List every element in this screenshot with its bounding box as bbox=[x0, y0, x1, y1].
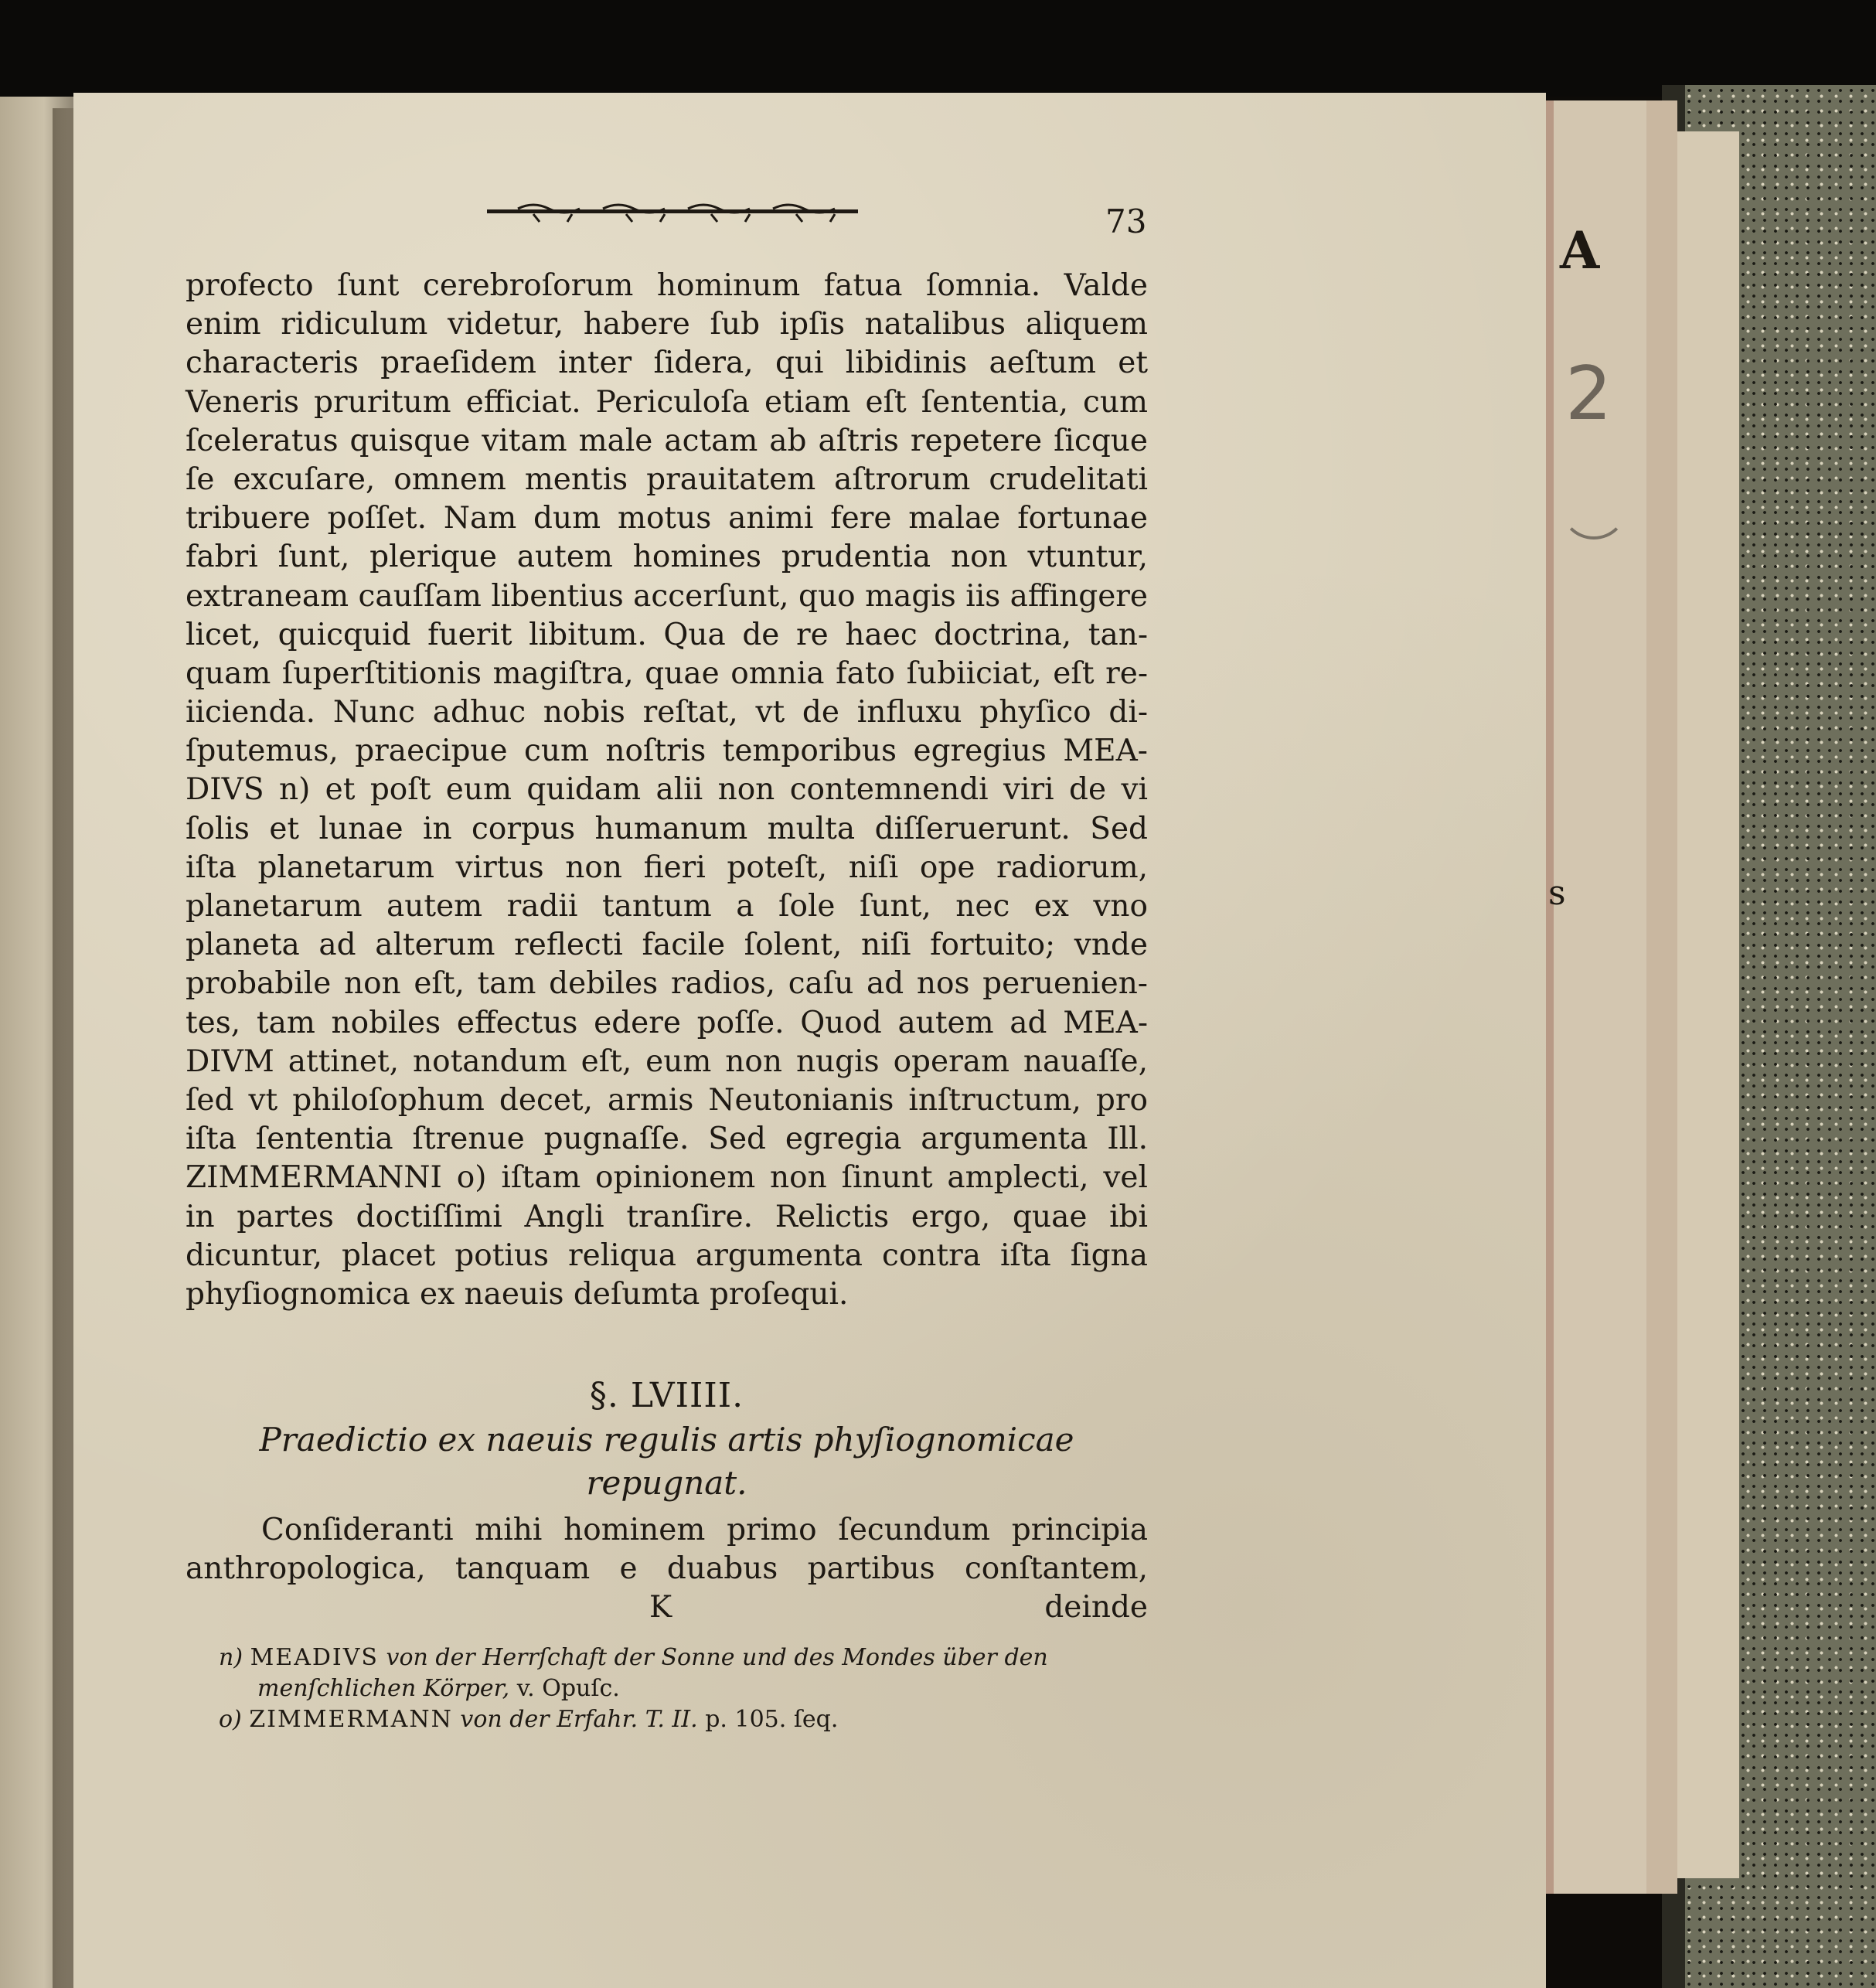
footnote-author: ZIMMERMANN bbox=[249, 1706, 453, 1733]
text-line: profecto ſunt cerebroſorum hominum fatua ſomnia. Valde bbox=[186, 268, 1148, 303]
footnote-n bbox=[219, 1642, 1154, 1673]
text-line: ſed vt philoſophum decet, armis Neutonianis inſtructum, pro bbox=[186, 1082, 1148, 1118]
footnote-o bbox=[219, 1704, 1154, 1735]
text-line: tribuere poſſet. Nam dum motus animi fere malae fortunae bbox=[186, 501, 1148, 536]
page-number: 73 bbox=[1105, 203, 1147, 240]
text-line: ſputemus, praecipue cum noſtris temporibus egregius MEA- bbox=[186, 734, 1148, 769]
text-line: Conſideranti mihi hominem primo ſecundum principia bbox=[261, 1513, 1148, 1547]
footnote-ref: v. Opuſc. bbox=[516, 1675, 620, 1702]
text-line: probabile non eſt, tam debiles radios, caſu ad nos peruenien- bbox=[186, 966, 1148, 1002]
text-line: extraneam cauſſam libentius accerſunt, quo magis iis affingere bbox=[186, 578, 1148, 614]
tab-lower-letter: s bbox=[1548, 873, 1566, 913]
text-line: DIVM attinet, notandum eſt, eum non nugis operam nauaſſe, bbox=[186, 1043, 1148, 1079]
text-line: licet, quicquid fuerit libitum. Qua de re haec doctrina, tan- bbox=[186, 617, 1148, 652]
text-line: iicienda. Nunc adhuc nobis reſtat, vt de influxu phyſico di- bbox=[186, 695, 1148, 730]
tab-number: 2 bbox=[1565, 352, 1612, 437]
body-text bbox=[186, 267, 1148, 1314]
page-edge-stack bbox=[1646, 100, 1677, 1894]
signature-mark: K bbox=[649, 1590, 672, 1625]
ornament-rule bbox=[487, 201, 858, 223]
text-line: ZIMMERMANNI o) iſtam opinionem non ſinunt amplecti, vel bbox=[186, 1160, 1148, 1196]
signature-line bbox=[186, 1588, 1148, 1627]
paragraph bbox=[186, 1511, 1148, 1627]
footnote-mark: n) bbox=[219, 1644, 243, 1671]
text-line: tes, tam nobiles effectus edere poſſe. Quod autem ad MEA- bbox=[186, 1005, 1148, 1040]
heading-line: Praedictio ex naeuis regulis artis phyſiognomicae bbox=[259, 1421, 1074, 1459]
text-line: ſe excuſare, omnem mentis prauitatem aſtrorum crudelitati bbox=[186, 461, 1148, 497]
text-line: anthropologica, tanquam e duabus partibus conſtantem, bbox=[186, 1551, 1148, 1587]
footnote-ref: p. 105. ſeq. bbox=[705, 1706, 839, 1733]
text-line: planeta ad alterum reflecti facile ſolent, niſi fortuito; vnde bbox=[186, 928, 1148, 963]
tab-arc-mark bbox=[1560, 464, 1628, 540]
text-line: DIVS n) et poſt eum quidam alii non contemnendi viri de vi bbox=[186, 772, 1148, 808]
text-line: Veneris pruritum efficiat. Periculoſa etiam eſt ſententia, cum bbox=[186, 384, 1148, 420]
section-number: §. LVIIII. bbox=[589, 1376, 744, 1415]
section-heading bbox=[186, 1418, 1148, 1505]
footnotes bbox=[219, 1642, 1154, 1735]
text-line: dicuntur, placet potius reliqua argumenta contra iſta ſigna bbox=[186, 1237, 1148, 1273]
text-line: quam ſuperſtitionis magiſtra, quae omnia fato ſubiiciat, eſt re- bbox=[186, 655, 1148, 691]
footnote-title: von der Herrſchaft der Sonne und des Mondes über den bbox=[386, 1644, 1048, 1671]
background-dark bbox=[0, 0, 1876, 97]
footnote-title: menſchlichen Körper, bbox=[257, 1675, 510, 1702]
text-line: enim ridiculum videtur, habere ſub ipſis natalibus aliquem bbox=[186, 307, 1148, 342]
text-line: ſolis et lunae in corpus humanum multa diſſeruerunt. Sed bbox=[186, 811, 1148, 846]
text-line: characteris praeſidem inter ſidera, qui libidinis aeſtum et bbox=[186, 346, 1148, 381]
tab-letter: A bbox=[1560, 220, 1600, 281]
inner-page-strip bbox=[1670, 131, 1739, 1878]
text-line: ſceleratus quisque vitam male actam ab aſtris repetere ſicque bbox=[186, 423, 1148, 458]
text-line: planetarum autem radii tantum a ſole ſunt, nec ex vno bbox=[186, 889, 1148, 924]
footnote-author: MEADIVS bbox=[250, 1644, 379, 1671]
text-line: in partes doctiſſimi Angli tranſire. Relictis ergo, quae ibi bbox=[186, 1199, 1148, 1234]
text-line: iſta ſententia ſtrenue pugnaſſe. Sed egregia argumenta Ill. bbox=[186, 1122, 1148, 1157]
text-line: iſta planetarum virtus non fieri poteſt, niſi ope radiorum, bbox=[186, 849, 1148, 885]
catchword: deinde bbox=[1044, 1590, 1148, 1625]
footnote-n-cont bbox=[219, 1673, 1154, 1704]
footnote-mark: o) bbox=[219, 1706, 242, 1733]
text-line: phyſiognomica ex naeuis deſumta proſequi. bbox=[186, 1276, 849, 1312]
text-line: fabri ſunt, plerique autem homines prudentia non vtuntur, bbox=[186, 540, 1148, 575]
heading-line: repugnat. bbox=[586, 1464, 747, 1502]
footnote-title: von der Erfahr. T. II. bbox=[460, 1706, 698, 1733]
